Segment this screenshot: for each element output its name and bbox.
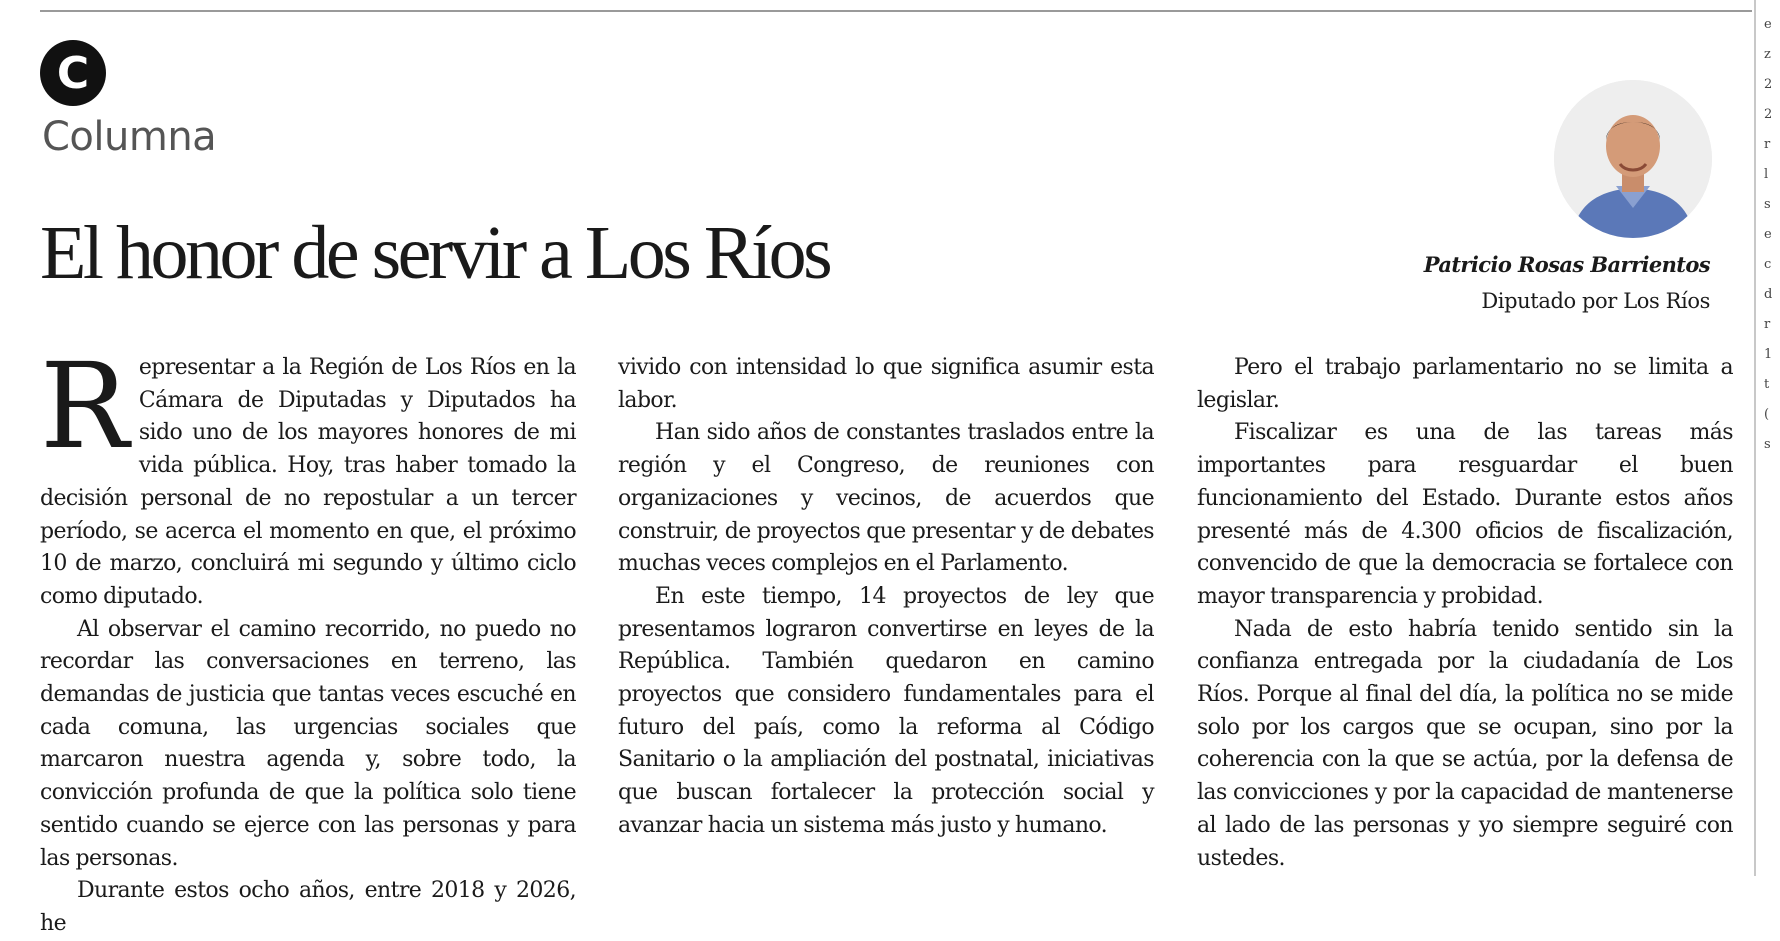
paragraph: En este tiempo, 14 proyectos de ley que presentamos lograron convertirse en leyes de la República. También quedaron en camino proyectos que considero fundamentales para el futuro del país, como la reforma al Código Sanitario o la ampliación del postnatal, iniciativas que buscan fortalecer la protección social y avanzar hacia un sistema más justo y humano. [618,583,1154,838]
paragraph [40,337,576,614]
paragraph: Pero el trabajo parlamentario no se limita a legislar. [1197,355,1733,413]
edge-letter: ( [1764,407,1770,422]
edge-letter: t [1764,377,1770,392]
edge-letter: 2 [1764,77,1773,92]
paragraph: Durante estos ocho años, entre 2018 y 2026, he [40,878,576,936]
edge-letter: 2 [1764,107,1773,122]
edge-letter: e [1764,17,1772,32]
paragraph: Al observar el camino recorrido, no puedo no recordar las conversaciones en terreno, las demandas de justicia que tantas veces escuché en cada comuna, las urgencias sociales que marcaron nuestra agenda y, sobre todo, la convicción profunda de que la política solo tiene sentido cuando se ejerce con las personas y para las personas. [40,616,576,871]
article-column-2 [618,352,1154,843]
author-name: Patricio Rosas Barrientos [1423,252,1710,277]
edge-letter: l [1764,167,1769,182]
column-divider [1754,0,1756,876]
article-column-1 [40,337,576,941]
edge-letter: d [1764,287,1773,302]
edge-letter: r [1764,137,1771,152]
edge-letter: r [1764,317,1771,332]
drop-cap: R [40,337,129,475]
edge-letter: c [1764,257,1772,272]
edge-letter: s [1764,197,1771,212]
edge-letter: e [1764,227,1772,242]
paragraph: Fiscalizar es una de las tareas más importantes para resguardar el buen funcionamiento del Estado. Durante estos años presenté más de 4.300 oficios de fiscalización, convencido de que la democracia se fortalece con mayor transparencia y probidad. [1197,420,1733,609]
author-photo [1554,80,1712,238]
edge-letter: z [1764,47,1771,62]
paragraph: Han sido años de constantes traslados entre la región y el Congreso, de reuniones con organizaciones y vecinos, de acuerdos que construir, de proyectos que presentar y de debates muchas veces complejos en el Parlamento. [618,420,1154,577]
edge-letter: s [1764,437,1771,452]
author-role: Diputado por Los Ríos [1481,289,1710,313]
top-rule [40,10,1752,12]
paragraph-text: epresentar a la Región de Los Ríos en la Cámara de Diputadas y Diputados ha sido uno de los mayores honores de mi vida pública. Hoy, tras haber tomado la decisión personal de no repostular a un tercer período, se acerca el momento en que, el próximo 10 de marzo, concluirá mi segundo y último ciclo como diputado. [40,355,576,609]
article-column-3 [1197,352,1733,875]
author-portrait-icon [1554,80,1712,238]
paragraph: vivido con intensidad lo que significa asumir esta labor. [618,355,1154,413]
adjacent-column-edge [1764,10,1780,870]
section-badge: C [40,40,106,106]
paragraph: Nada de esto habría tenido sentido sin la confianza entregada por la ciudadanía de Los Ríos. Porque al final del día, la política no se mide solo por los cargos que se ocupan, sino por la coherencia con la que se actúa, por la defensa de las convicciones y por la capacidad de mantenerse al lado de las personas y yo siempre seguiré con ustedes. [1197,616,1733,871]
section-label: Columna [42,114,217,160]
article-headline: El honor de servir a Los Ríos [40,211,830,295]
edge-letter: 1 [1764,347,1773,362]
